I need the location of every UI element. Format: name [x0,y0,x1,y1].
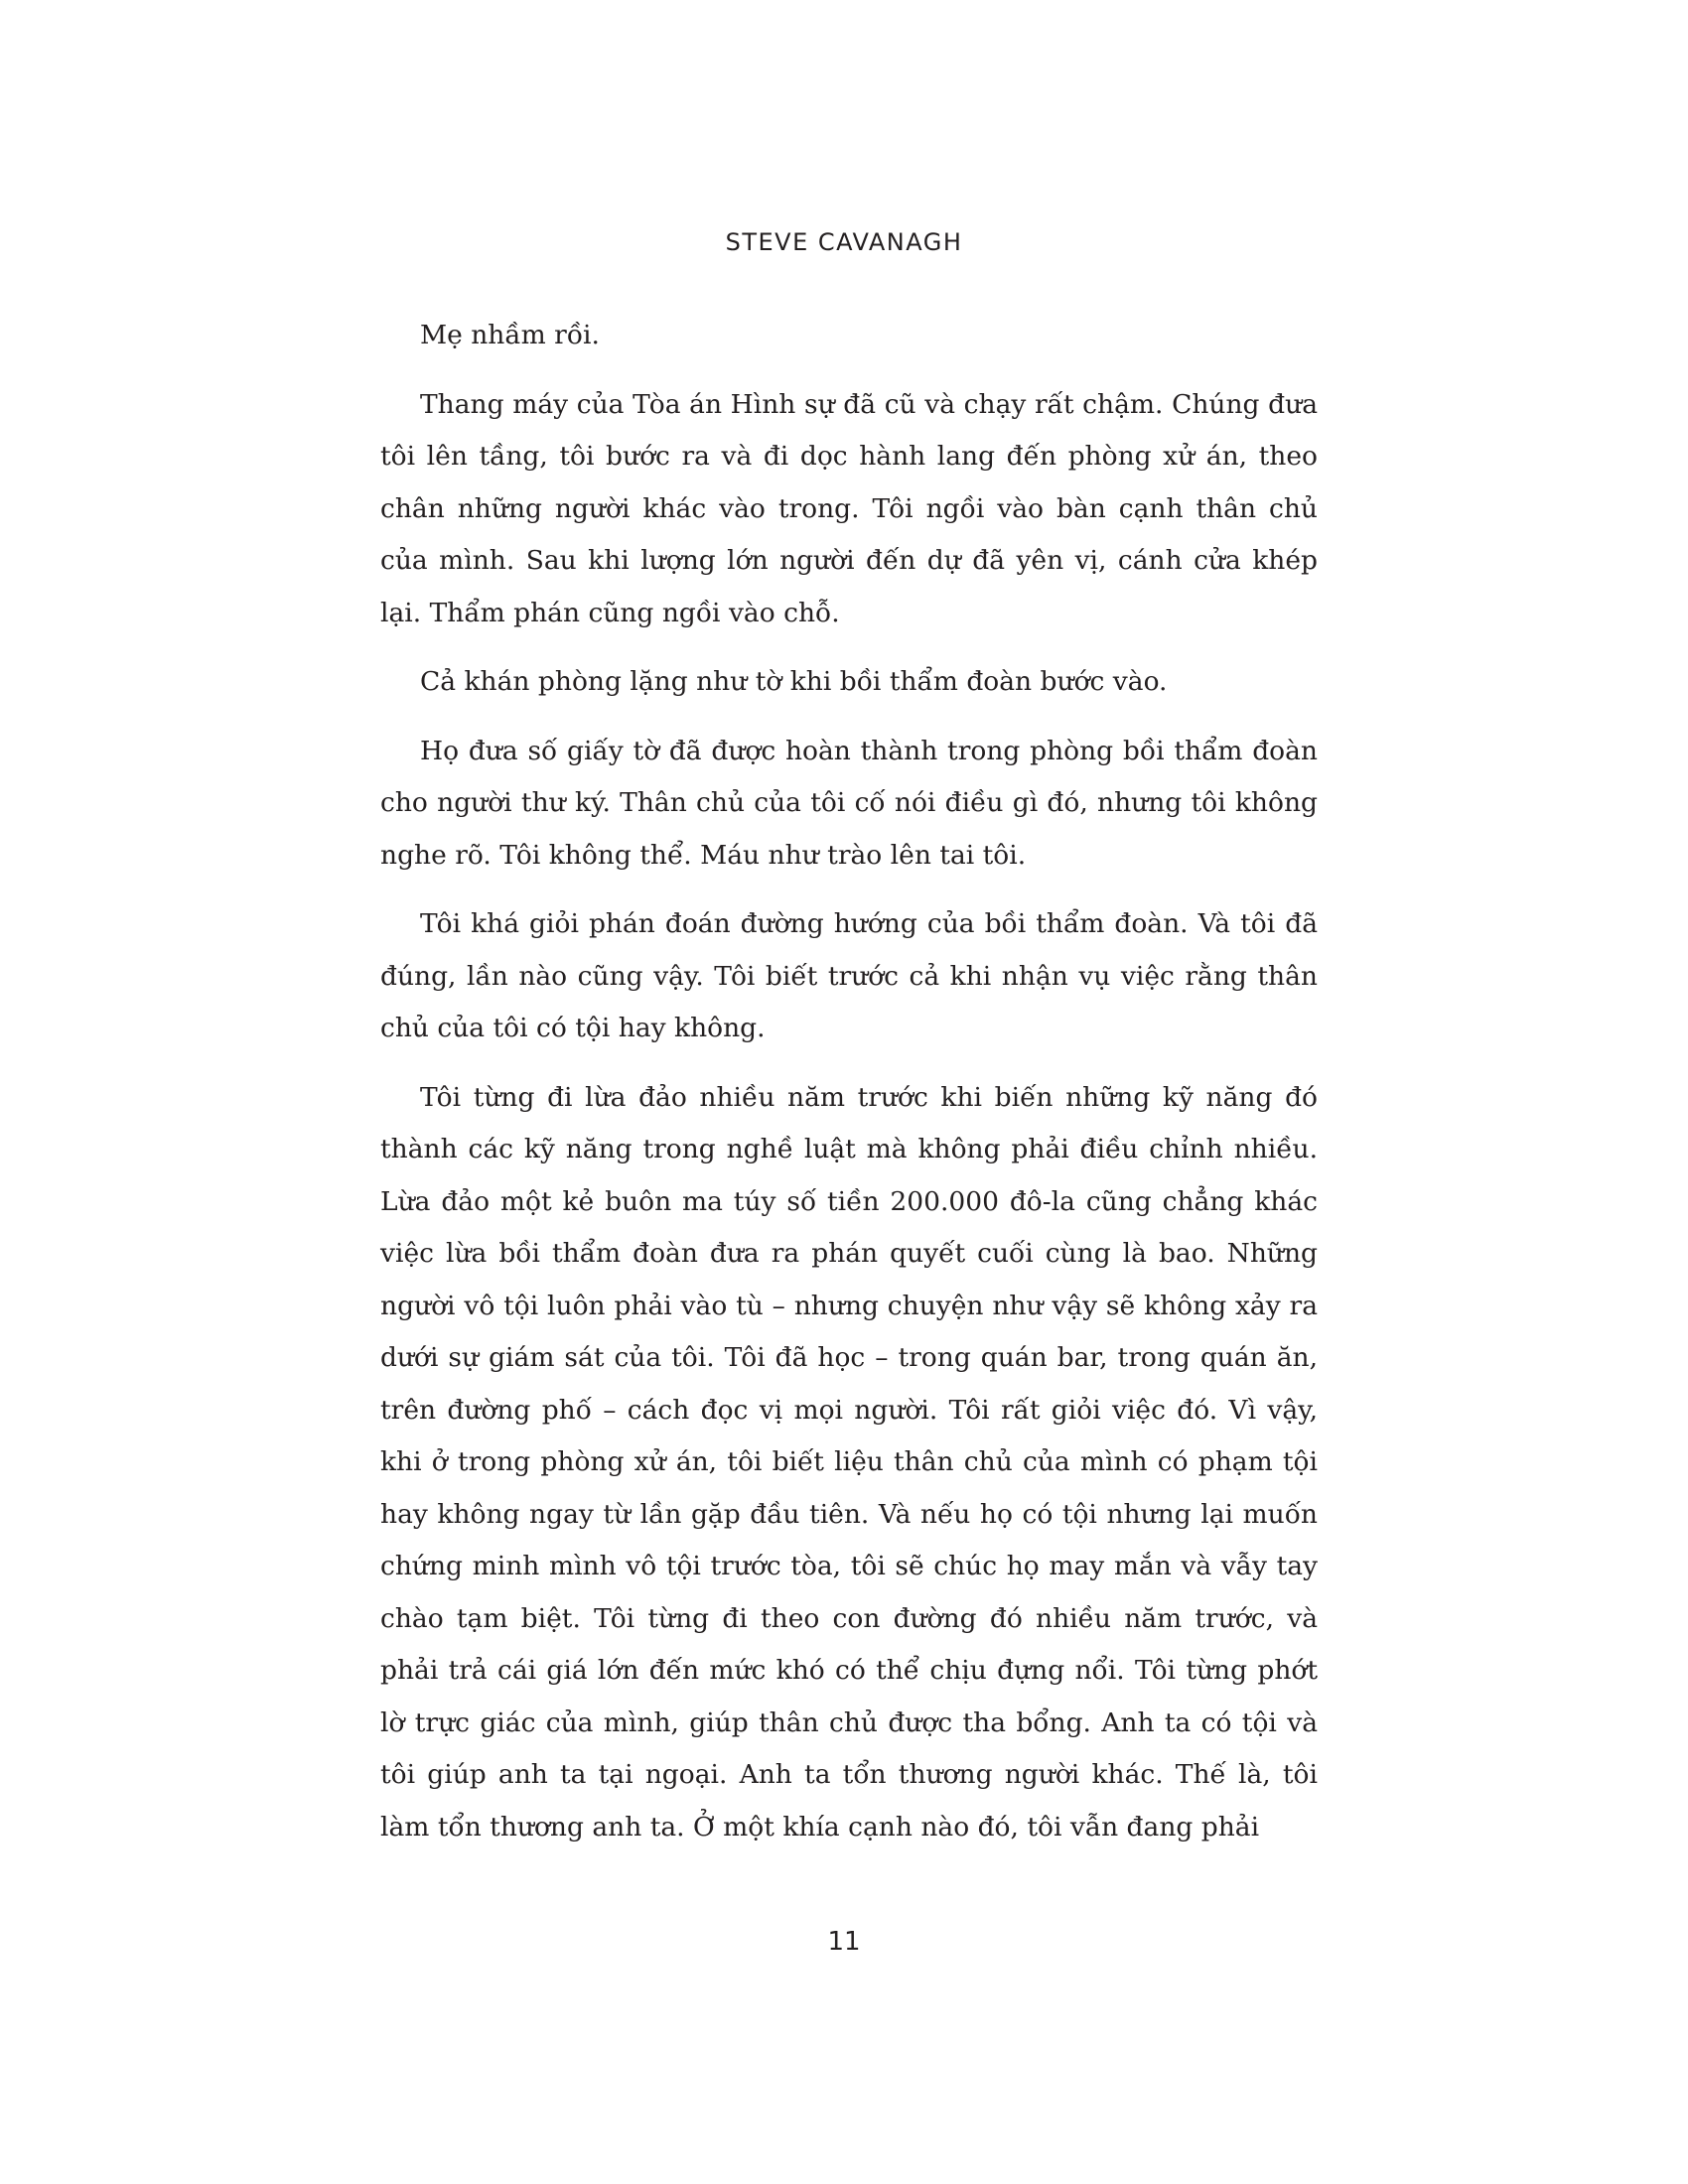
paragraph: Họ đưa số giấy tờ đã được hoàn thành trong phòng bồi thẩm đoàn cho người thư ký. Thân chủ của tôi cố nói điều gì đó, nhưng tôi không nghe rõ. Tôi không thể. Máu như trào lên tai tôi. [380,735,1318,871]
paragraph: Mẹ nhầm rồi. [420,320,600,350]
paragraph: Tôi khá giỏi phán đoán đường hướng của bồi thẩm đoàn. Và tôi đã đúng, lần nào cũng vậy. Tôi biết trước cả khi nhận vụ việc rằng thân chủ của tôi có tội hay không. [380,908,1318,1043]
paragraph: Tôi từng đi lừa đảo nhiều năm trước khi biến những kỹ năng đó thành các kỹ năng trong nghề luật mà không phải điều chỉnh nhiều. Lừa đảo một kẻ buôn ma túy số tiền 200.000 đô-la cũng chẳng khác việc lừa bồi thẩm đoàn đưa ra phán quyết cuối cùng là bao. Những người vô tội luôn phải vào tù – nhưng chuyện như vậy sẽ không xảy ra dưới sự giám sát của tôi. Tôi đã học – trong quán bar, trong quán ăn, trên đường phố – cách đọc vị mọi người. Tôi rất giỏi việc đó. Vì vậy, khi ở trong phòng xử án, tôi biết liệu thân chủ của mình có phạm tội hay không ngay từ lần gặp đầu tiên. Và nếu họ có tội nhưng lại muốn chứng minh mình vô tội trước tòa, tôi sẽ chúc họ may mắn và vẫy tay chào tạm biệt. Tôi từng đi theo con đường đó nhiều năm trước, và phải trả cái giá lớn đến mức khó có thể chịu đựng nổi. Tôi từng phớt lờ trực giác của mình, giúp thân chủ được tha bổng. Anh ta có tội và tôi giúp anh ta tại ngoại. Anh ta tổn thương người khác. Thế là, tôi làm tổn thương anh ta. Ở một khía cạnh nào đó, tôi vẫn đang phải [380,1081,1318,1843]
body-text [380,310,1318,1853]
paragraph: Cả khán phòng lặng như tờ khi bồi thẩm đoàn bước vào. [420,666,1168,697]
running-head: STEVE CAVANAGH [725,228,963,256]
page-number: 11 [827,1927,861,1957]
paragraph: Thang máy của Tòa án Hình sự đã cũ và chạy rất chậm. Chúng đưa tôi lên tầng, tôi bước ra và đi dọc hành lang đến phòng xử án, theo chân những người khác vào trong. Tôi ngồi vào bàn cạnh thân chủ của mình. Sau khi lượng lớn người đến dự đã yên vị, cánh cửa khép lại. Thẩm phán cũng ngồi vào chỗ. [380,388,1318,628]
